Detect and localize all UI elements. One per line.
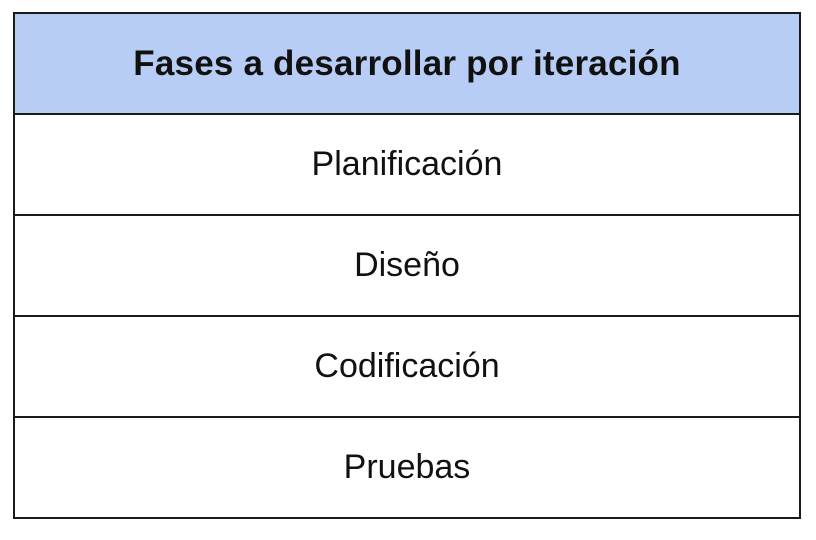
table-header: Fases a desarrollar por iteración (14, 13, 800, 114)
table-row (14, 316, 800, 417)
table-cell-planificacion: Planificación (14, 114, 800, 215)
table-row (14, 114, 800, 215)
table-cell-codificacion: Codificación (14, 316, 800, 417)
table-cell-diseno: Diseño (14, 215, 800, 316)
table-row (14, 215, 800, 316)
table-cell-pruebas: Pruebas (14, 417, 800, 518)
phases-table-container (13, 12, 801, 519)
table-row (14, 417, 800, 518)
phases-table (13, 12, 801, 519)
table-header-row (14, 13, 800, 114)
